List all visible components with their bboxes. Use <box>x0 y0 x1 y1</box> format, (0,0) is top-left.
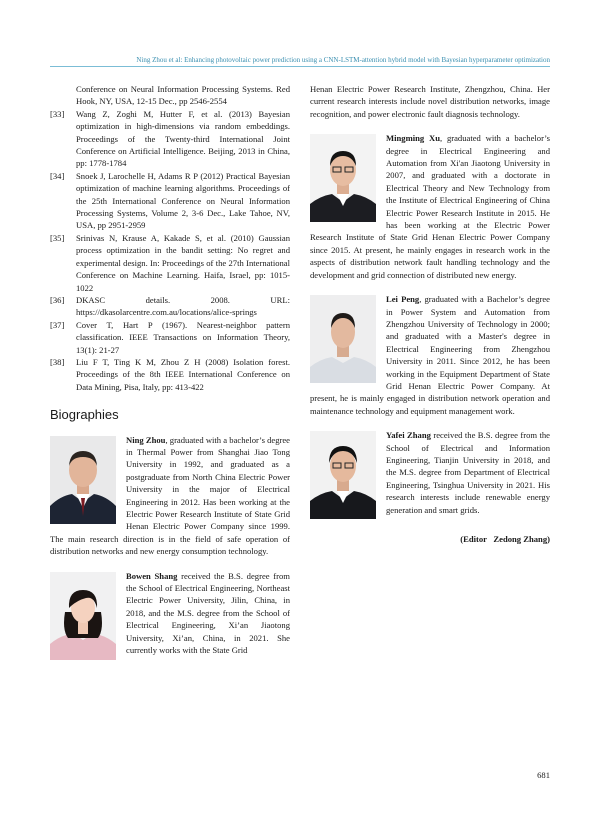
author-bio-text: , graduated with a bachelor’s degree in Electrical Engineering and Automation from Xi'an Jiaotong University in 2007, and graduated with a doctorate in Electrical Theory and New Technology from the Institute of Electrical Engineering of China Electric Power Research Institute in 2015. He has been working at the Electric Power Research Institute of State Grid Henan Electric Power Company since 2015. At present, he mainly engages in research work in the aspects of distribution network fault handling technology and the development and grid connection of distributed new energy. <box>310 133 550 280</box>
reference-text: Liu F T, Ting K M, Zhou Z H (2008) Isolation forest. Proceedings of the 8th IEEE International Conference on Data Mining, Pisa, Italy, pp: 413-422 <box>76 356 290 392</box>
editor-note: (Editor Zedong Zhang) <box>460 534 550 545</box>
right-column <box>310 83 550 546</box>
author-photo-yafei-zhang <box>310 431 376 519</box>
reference-number: [36] <box>50 294 65 305</box>
reference-list <box>50 83 290 393</box>
reference-text: Cover T, Hart P (1967). Nearest-neighbor pattern classification. IEEE Transactions on Information Theory, 13(1): 21-27 <box>76 319 290 355</box>
author-name: Bowen Shang <box>126 570 178 581</box>
bio-yafei-zhang <box>310 429 550 521</box>
reference-text: Srinivas N, Krause A, Kakade S, et al. (2010) Gaussian process optimization in the bandit setting: No regret and experimental design. In: Proceedings of the 27th International Conference on Machine Learning. Haifa, Israel, pp: 1015-1022 <box>76 232 290 293</box>
reference-number: [35] <box>50 232 65 243</box>
left-column <box>50 83 290 674</box>
reference-text: Wang Z, Zoghi M, Hutter F, et al. (2013) Bayesian optimization in high-dimensions via random embeddings. Proceedings of the Twenty-third International Joint Conference on Artificial Intelligence. Beijing, 2013 in China, pp: 1778-1784 <box>76 108 290 169</box>
author-name: Lei Peng <box>386 294 420 305</box>
author-bio-text: received the B.S. degree from the School of Electrical Engineering, Northeast Electric Power University, Jilin, China, in 2018, and the M.S. degree from the School of Electrical Engineering, Xi’an Jiaotong University, Xi’an, China, in 2021. She currently works with the State Grid <box>126 570 290 656</box>
biographies-heading: Biographies <box>50 407 119 423</box>
reference-38 <box>50 356 290 393</box>
author-photo-bowen-shang <box>50 572 116 660</box>
bio-bowen-shang <box>50 570 290 662</box>
reference-33 <box>50 108 290 170</box>
bio-lei-peng <box>310 293 550 417</box>
bio-bowen-shang-continuation: Henan Electric Power Research Institute, Zhengzhou, China. Her current research interests include novel distribution networks, image recognition, and power electronic fault diagnosis technology. <box>310 84 550 119</box>
author-bio-text: , graduated with a bachelor’s degree in Thermal Power from Shanghai Jiao Tong University in 1992, and graduated as a postgraduate from North China Electric Power University in the major of Electrical Engineering in 2012. Has been working at the Electric Power Research Institute of State Grid Henan Electric Power Company since 1999. The main research direction is in the field of safe operation of distribution networks and new energy consumption technology. <box>50 434 290 557</box>
page-number: 681 <box>537 770 550 780</box>
reference-number: [37] <box>50 319 65 330</box>
reference-35 <box>50 232 290 294</box>
author-name: Yafei Zhang <box>386 430 431 441</box>
bio-ning-zhou <box>50 434 290 558</box>
reference-text: Conference on Neural Information Processing Systems. Red Hook, NY, USA, 12-15 Dec., pp 2546-2554 <box>76 84 290 107</box>
author-photo-mingming-xu <box>310 134 376 222</box>
reference-continuation <box>50 83 290 108</box>
author-photo-lei-peng <box>310 295 376 383</box>
running-head: Ning Zhou et al: Enhancing photovoltaic power prediction using a CNN-LSTM-attention hybrid model with Bayesian hyperparameter optimization <box>136 56 550 64</box>
author-bio-text: , graduated with a Bachelor’s degree in Power System and Automation from Zhengzhou University of Technology in 2000; and graduated with a Master's degree in Electrical Engineering from Zhengzhou University in 2011. Since 2012, he has been working in the Equipment Department of State Grid Henan Electric Power Company. At present, he is mainly engaged in distribution network operation and maintenance technology and equipment management work. <box>310 294 550 416</box>
author-photo-ning-zhou <box>50 436 116 524</box>
reference-36 <box>50 294 290 319</box>
header-rule <box>50 66 550 67</box>
reference-text: Snoek J, Larochelle H, Adams R P (2012) Practical Bayesian optimization of machine learning algorithms. Proceedings of the 25th International Conference on Neural Information Processing Systems, Volume 2, 3-6 Dec., Lake Tahoe, NV, USA, pp 2951-2959 <box>76 170 290 231</box>
reference-number: [33] <box>50 108 65 119</box>
reference-number: [34] <box>50 170 65 181</box>
bio-mingming-xu <box>310 132 550 281</box>
reference-text: DKASC details. 2008. URL: https://dkasolarcentre.com.au/locations/alice-springs <box>76 294 290 318</box>
author-name: Mingming Xu <box>386 133 440 144</box>
reference-37 <box>50 319 290 356</box>
author-name: Ning Zhou <box>126 434 166 445</box>
reference-34 <box>50 170 290 232</box>
reference-number: [38] <box>50 356 65 367</box>
author-bio-text: received the B.S. degree from the School of Electrical and Information Engineering, Tianjin University in 2018, and the M.S. degree from Department of Electrical Engineering, Tsinghua University in 2021. His research interests include renewable energy generation and smart grids. <box>386 430 550 515</box>
